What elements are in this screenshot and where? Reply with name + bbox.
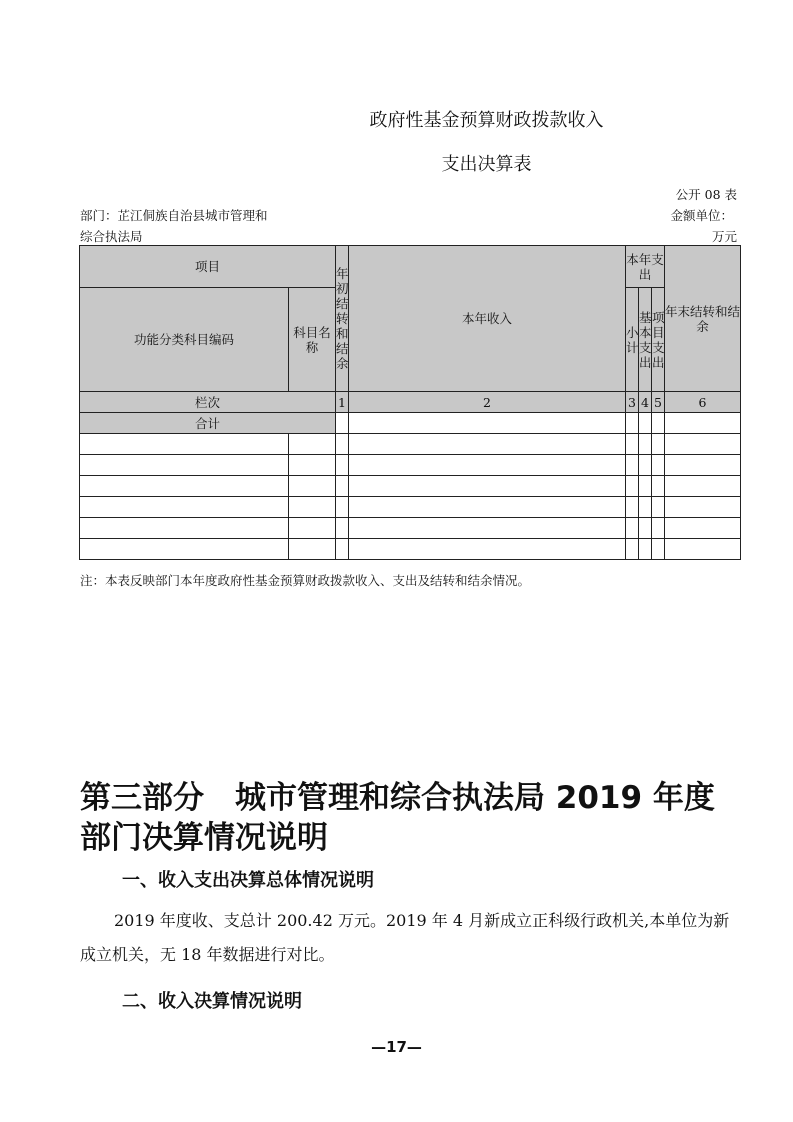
empty-cell [626, 476, 639, 497]
department-line1: 部门：芷江侗族自治县城市管理和 [80, 208, 268, 223]
empty-cell [665, 518, 741, 539]
empty-cell [80, 539, 289, 560]
table-title-line2: 支出决算表 [441, 154, 532, 175]
header-opening-balance: 年初结转和结余 [336, 246, 349, 392]
col-no-3: 3 [626, 392, 639, 413]
empty-cell [289, 539, 336, 560]
header-income: 本年收入 [349, 246, 626, 392]
header-subtotal: 小计 [626, 288, 639, 392]
empty-cell [639, 476, 652, 497]
empty-cell [336, 413, 349, 434]
header-project: 项目支出 [652, 288, 665, 392]
empty-cell [336, 497, 349, 518]
empty-cell [639, 518, 652, 539]
table-row [80, 434, 741, 455]
empty-cell [639, 434, 652, 455]
empty-cell [289, 455, 336, 476]
row-column-no: 栏次 [80, 392, 336, 413]
empty-cell [626, 518, 639, 539]
empty-cell [80, 434, 289, 455]
empty-cell [626, 434, 639, 455]
empty-cell [349, 434, 626, 455]
empty-cell [349, 413, 626, 434]
empty-cell [336, 455, 349, 476]
empty-cell [652, 455, 665, 476]
page-number: —17— [371, 1038, 422, 1056]
header-basic: 基本支出 [639, 288, 652, 392]
empty-cell [639, 497, 652, 518]
empty-cell [639, 413, 652, 434]
col-no-4: 4 [639, 392, 652, 413]
part-title: 第三部分 城市管理和综合执法局 2019 年度部门决算情况说明 [80, 780, 715, 857]
table-row [80, 497, 741, 518]
section1-heading: 一、收入支出决算总体情况说明 [122, 870, 374, 891]
empty-cell [665, 455, 741, 476]
form-number: 公开 08 表 [675, 187, 737, 202]
empty-cell [652, 497, 665, 518]
header-subject-name: 科目名称 [289, 288, 336, 392]
empty-cell [349, 497, 626, 518]
empty-cell [349, 518, 626, 539]
empty-cell [336, 518, 349, 539]
empty-cell [289, 497, 336, 518]
table-row [80, 476, 741, 497]
empty-cell [665, 476, 741, 497]
empty-cell [665, 434, 741, 455]
empty-cell [289, 476, 336, 497]
empty-cell [652, 518, 665, 539]
amount-unit-line2: 万元 [711, 229, 737, 244]
amount-unit-line1: 金额单位： [670, 208, 733, 223]
empty-cell [80, 476, 289, 497]
empty-cell [639, 539, 652, 560]
empty-cell [626, 497, 639, 518]
table-row [80, 518, 741, 539]
empty-cell [80, 518, 289, 539]
header-expenditure: 本年支出 [626, 246, 665, 288]
empty-cell [652, 413, 665, 434]
section2-heading: 二、收入决算情况说明 [122, 991, 302, 1012]
empty-cell [349, 476, 626, 497]
header-func-code: 功能分类科目编码 [80, 288, 289, 392]
empty-cell [336, 539, 349, 560]
table-note: 注：本表反映部门本年度政府性基金预算财政拨款收入、支出及结转和结余情况。 [80, 573, 531, 588]
budget-table [79, 245, 741, 560]
empty-cell [336, 476, 349, 497]
table-row [80, 455, 741, 476]
empty-cell [652, 539, 665, 560]
section1-text: 2019 年度收、支总计 200.42 万元。2019 年 4 月新成立正科级行政机关,本单位为新成立机关，无 18 年数据进行对比。 [80, 911, 730, 965]
empty-cell [665, 539, 741, 560]
empty-cell [626, 455, 639, 476]
col-no-1: 1 [336, 392, 349, 413]
empty-cell [80, 455, 289, 476]
col-no-6: 6 [665, 392, 741, 413]
empty-cell [349, 539, 626, 560]
row-total: 合计 [80, 413, 336, 434]
col-no-5: 5 [652, 392, 665, 413]
empty-cell [652, 476, 665, 497]
empty-cell [665, 413, 741, 434]
col-no-2: 2 [349, 392, 626, 413]
empty-cell [626, 413, 639, 434]
table-title-line1: 政府性基金预算财政拨款收入 [369, 110, 604, 131]
empty-cell [289, 518, 336, 539]
empty-cell [626, 539, 639, 560]
header-closing-balance: 年末结转和结余 [665, 246, 741, 392]
department-line2: 综合执法局 [80, 229, 143, 244]
header-item: 项目 [80, 246, 336, 288]
empty-cell [665, 497, 741, 518]
empty-cell [80, 497, 289, 518]
table-row [80, 539, 741, 560]
empty-cell [652, 434, 665, 455]
empty-cell [349, 455, 626, 476]
empty-cell [639, 455, 652, 476]
empty-cell [289, 434, 336, 455]
empty-cell [336, 434, 349, 455]
